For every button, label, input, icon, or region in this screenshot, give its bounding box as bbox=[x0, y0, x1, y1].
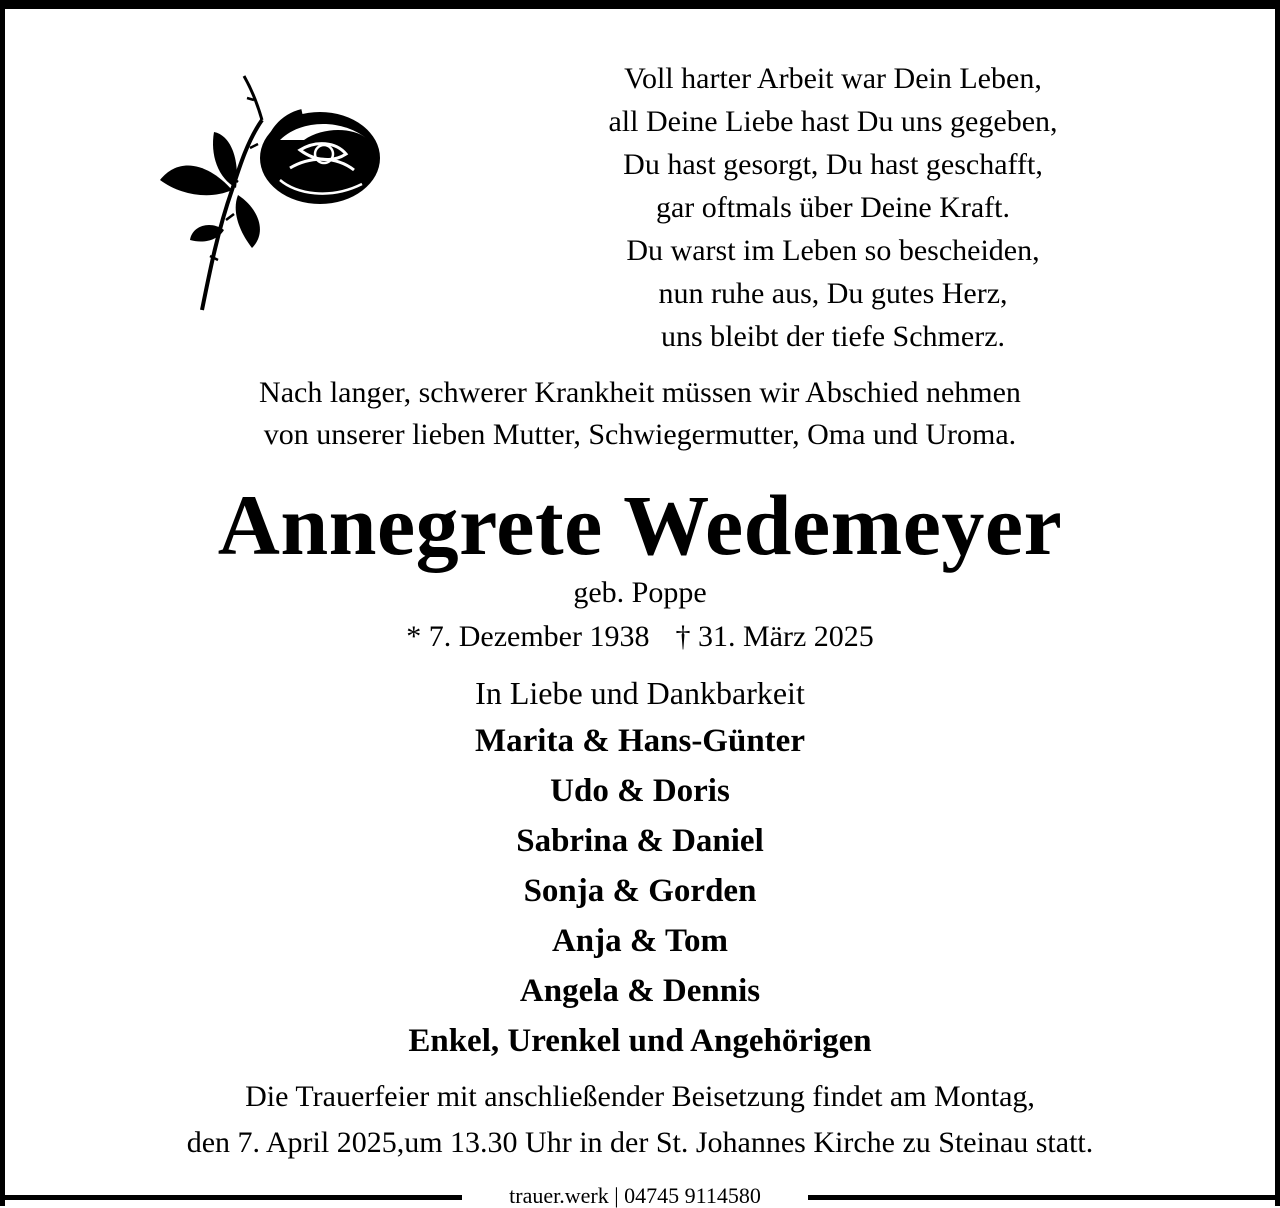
mourner-entry: Sabrina & Daniel bbox=[516, 823, 764, 859]
mourner-entry: Marita & Hans-Günter bbox=[475, 723, 805, 759]
mourner-entry: Angela & Dennis bbox=[519, 973, 761, 1009]
service-line: den 7. April 2025,um 13.30 Uhr in der St. Johannes Kirche zu Steinau statt. bbox=[186, 1126, 1094, 1159]
intro-line: von unserer lieben Mutter, Schwiegermutter, Oma und Uroma. bbox=[263, 418, 1017, 451]
poem-line: Voll harter Arbeit war Dein Leben, bbox=[624, 62, 1042, 95]
poem-line: nun ruhe aus, Du gutes Herz, bbox=[658, 277, 1008, 310]
mourner-entry: Anja & Tom bbox=[551, 923, 729, 959]
poem-line: uns bleibt der tiefe Schmerz. bbox=[660, 320, 1006, 353]
footer-credit: trauer.werk | 04745 9114580 bbox=[509, 1183, 761, 1208]
birth-name: geb. Poppe bbox=[573, 576, 707, 609]
death-date: † 31. März 2025 bbox=[675, 620, 874, 653]
intro-text bbox=[60, 372, 1220, 456]
mourner-entry: Udo & Doris bbox=[550, 773, 730, 809]
thanks-line: In Liebe und Dankbarkeit bbox=[475, 675, 805, 711]
mourners-list bbox=[0, 716, 1280, 1066]
poem-line: Du warst im Leben so bescheiden, bbox=[626, 234, 1040, 267]
deceased-name: Annegrete Wedemeyer bbox=[217, 477, 1063, 573]
intro-line: Nach langer, schwerer Krankheit müssen wir Abschied nehmen bbox=[259, 376, 1021, 409]
poem-line: all Deine Liebe hast Du uns gegeben, bbox=[608, 105, 1058, 138]
mourner-entry: Enkel, Urenkel und Angehörigen bbox=[408, 1023, 872, 1059]
poem-line: Du hast gesorgt, Du hast geschafft, bbox=[623, 148, 1043, 181]
birth-date: * 7. Dezember 1938 bbox=[406, 620, 650, 653]
mourner-entry: Sonja & Gorden bbox=[523, 873, 757, 909]
poem bbox=[548, 57, 1118, 358]
footer-rule-left bbox=[0, 1195, 462, 1200]
footer-rule-right bbox=[808, 1195, 1280, 1200]
service-info bbox=[40, 1074, 1240, 1166]
life-dates bbox=[0, 618, 1280, 656]
service-line: Die Trauerfeier mit anschließender Beisetzung findet am Montag, bbox=[245, 1080, 1035, 1113]
poem-line: gar oftmals über Deine Kraft. bbox=[655, 191, 1011, 224]
rose-icon bbox=[140, 70, 390, 320]
